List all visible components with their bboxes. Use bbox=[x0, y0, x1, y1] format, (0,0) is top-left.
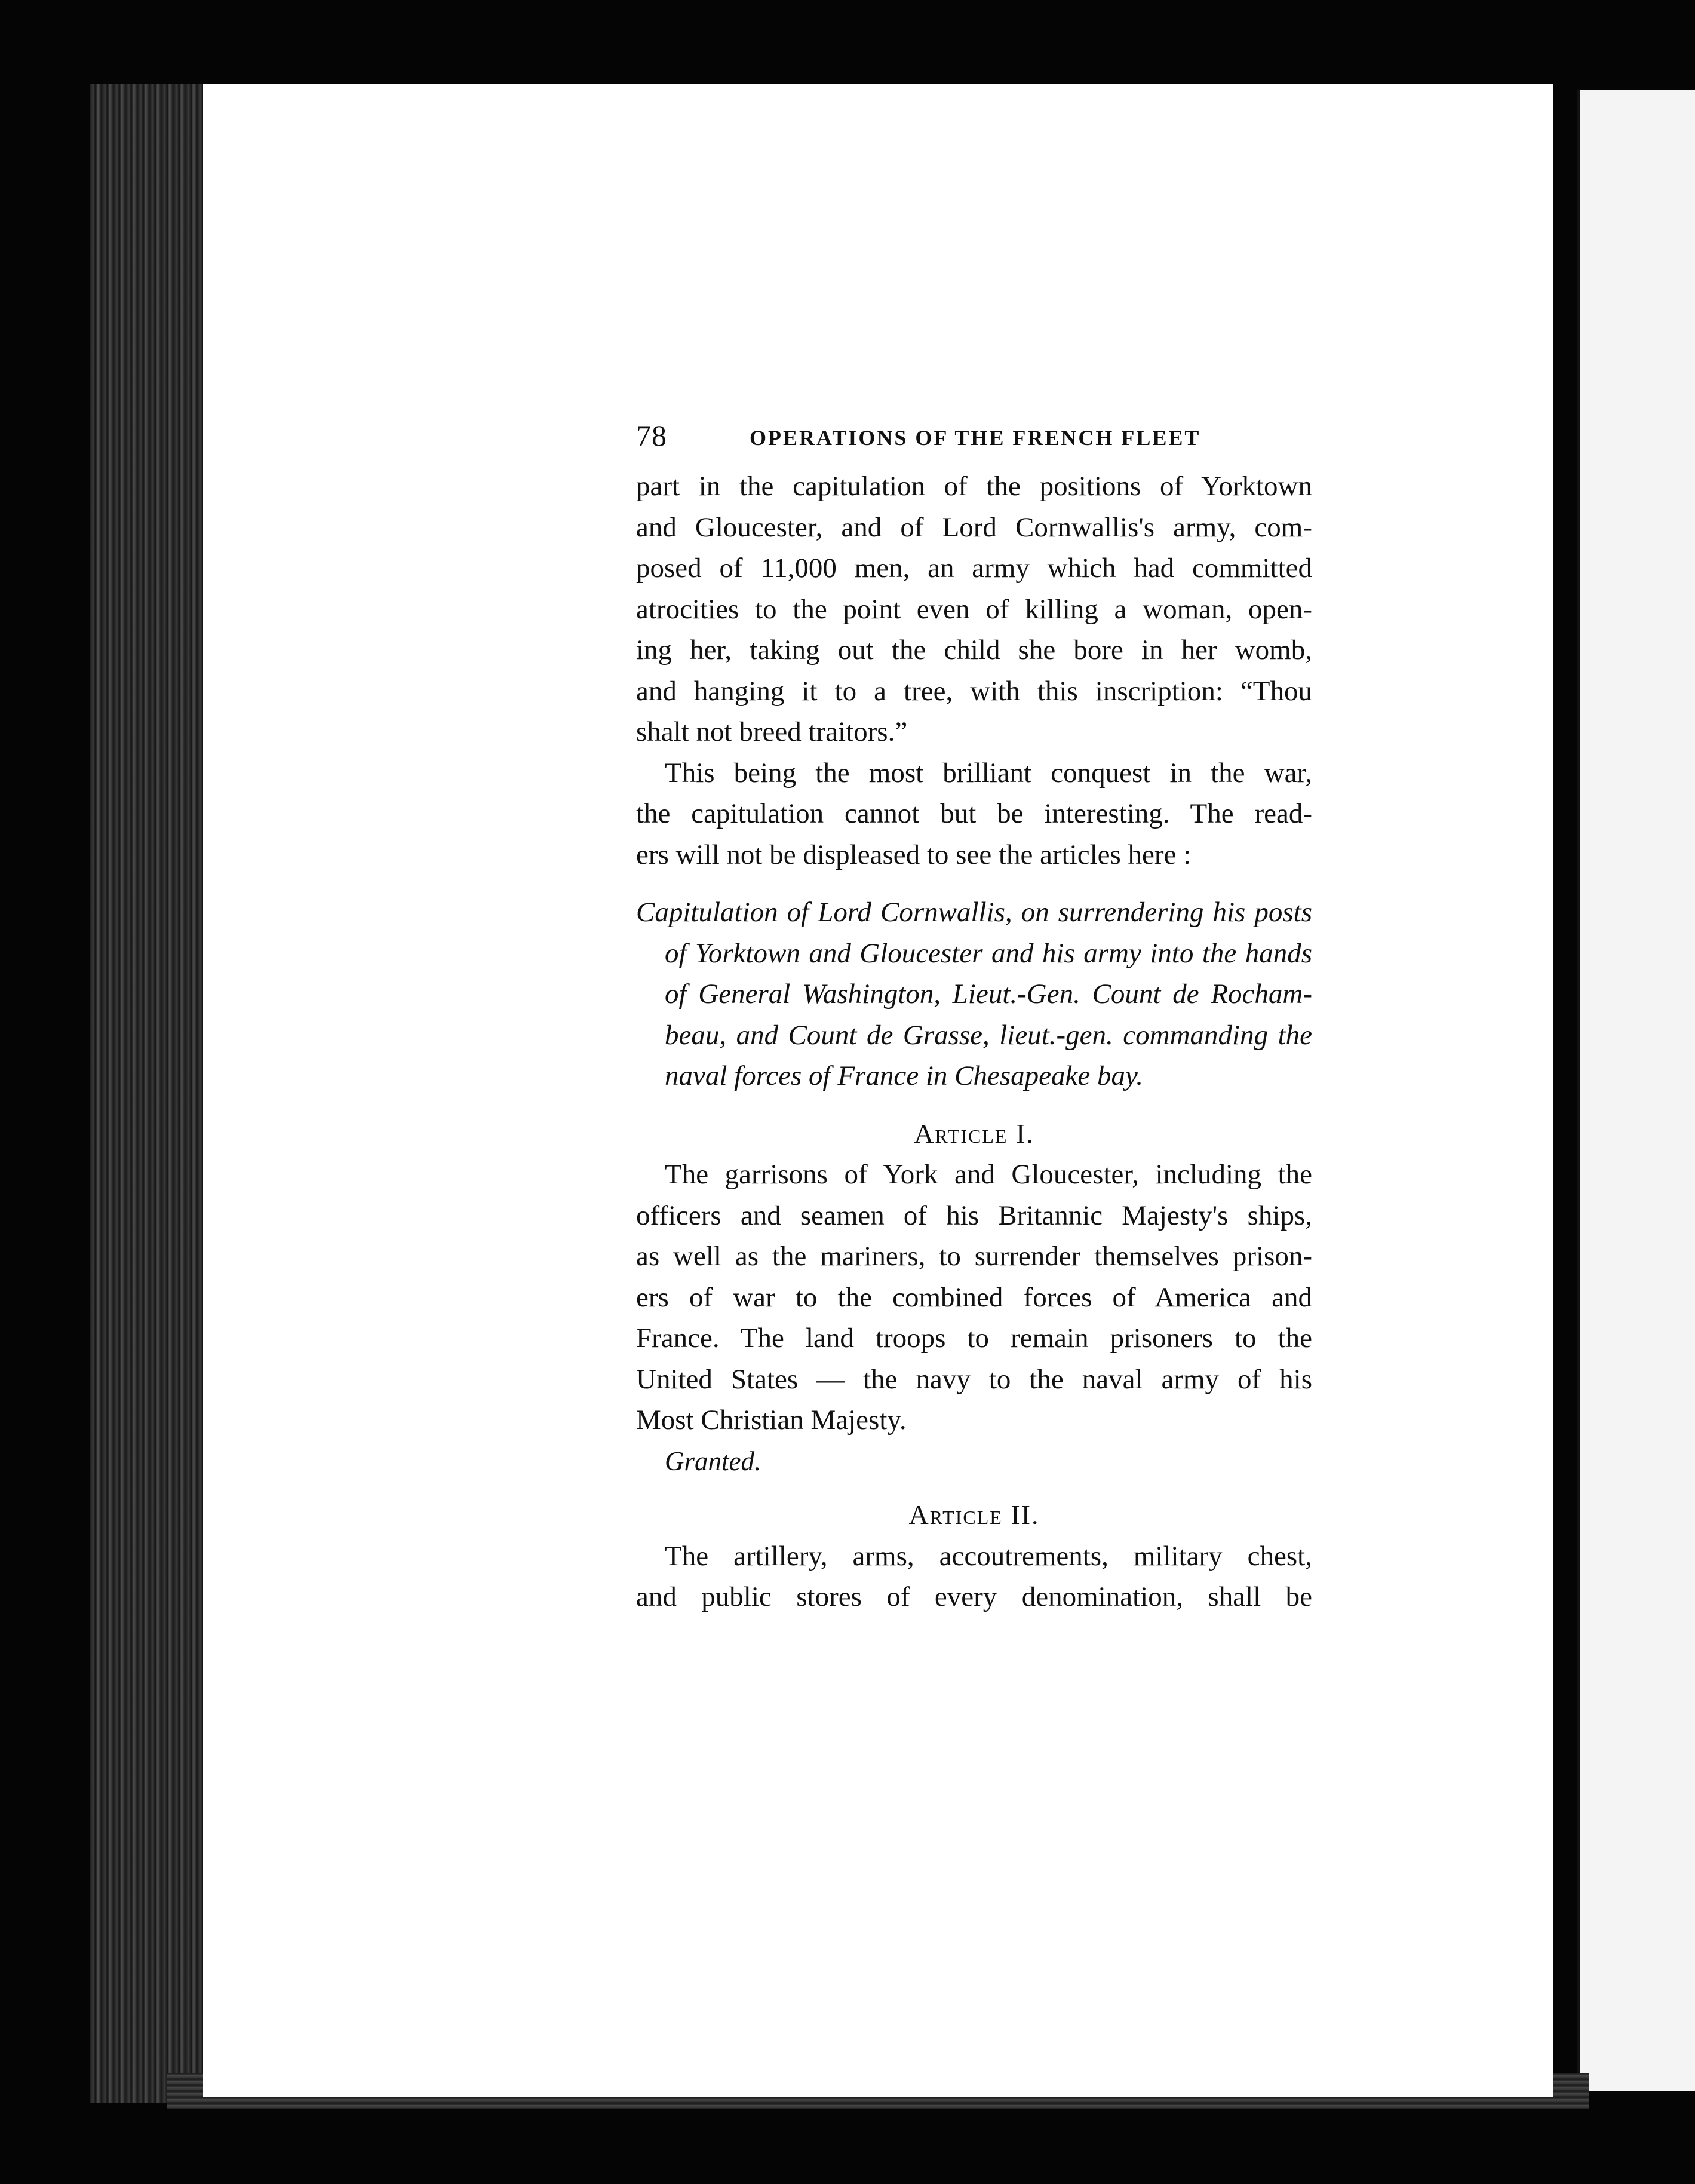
text-line: The artillery, arms, accoutrements, military chest, bbox=[665, 1540, 1312, 1572]
text-line: part in the capitulation of the positions of Yorktown bbox=[636, 471, 1312, 502]
book-page-edges-left bbox=[90, 84, 209, 2103]
title-line: beau, and Count de Grasse, lieut.-gen. commanding the bbox=[665, 1019, 1312, 1051]
text-line: ers of war to the combined forces of America and bbox=[636, 1281, 1312, 1313]
text-line: and Gloucester, and of Lord Cornwallis's army, com- bbox=[636, 511, 1312, 543]
article-heading: Article I. bbox=[914, 1118, 1034, 1149]
title-line: of Yorktown and Gloucester and his army into the hands bbox=[665, 937, 1312, 969]
paragraph-1 bbox=[636, 466, 1312, 753]
spacer bbox=[636, 875, 1312, 892]
text-line: and public stores of every denomination, shall be bbox=[636, 1581, 1312, 1612]
text-line: The garrisons of York and Gloucester, including the bbox=[665, 1159, 1312, 1190]
spacer bbox=[636, 1097, 1312, 1114]
article-1 bbox=[636, 1114, 1312, 1482]
text-line: shalt not breed traitors.” bbox=[636, 716, 908, 747]
article-2 bbox=[636, 1495, 1312, 1618]
text-line: ing her, taking out the child she bore in her womb, bbox=[636, 634, 1312, 665]
paragraph-2 bbox=[636, 753, 1312, 876]
text-line: posed of 11,000 men, an army which had committed bbox=[636, 553, 1312, 584]
text-line: the capitulation cannot but be interesting. The read- bbox=[636, 798, 1312, 829]
text-line: ers will not be displeased to see the articles here : bbox=[636, 839, 1192, 870]
text-line: France. The land troops to remain prisoners to the bbox=[636, 1323, 1312, 1354]
title-line: Capitulation of Lord Cornwallis, on surrendering his posts bbox=[636, 897, 1312, 928]
running-title: OPERATIONS OF THE FRENCH FLEET bbox=[750, 426, 1201, 450]
article-heading: Article II. bbox=[908, 1499, 1040, 1530]
adjacent-page-edge bbox=[1577, 90, 1695, 2091]
page-text-block bbox=[636, 418, 1312, 1618]
running-head bbox=[636, 418, 1312, 466]
title-line: of General Washington, Lieut.-Gen. Count de Rocham- bbox=[665, 978, 1312, 1010]
text-line: United States — the navy to the naval army of his bbox=[636, 1363, 1312, 1395]
text-line: and hanging it to a tree, with this inscription: “Thou bbox=[636, 675, 1312, 707]
spacer bbox=[636, 1481, 1312, 1495]
text-line: atrocities to the point even of killing a woman, open- bbox=[636, 593, 1312, 625]
title-line: naval forces of France in Chesapeake bay. bbox=[665, 1060, 1143, 1091]
article-response: Granted. bbox=[665, 1446, 761, 1476]
page-number: 78 bbox=[636, 419, 667, 452]
text-line: Most Christian Majesty. bbox=[636, 1404, 907, 1435]
text-line: officers and seamen of his Britannic Majesty's ships, bbox=[636, 1200, 1312, 1231]
capitulation-title bbox=[636, 892, 1312, 1097]
text-line: This being the most brilliant conquest in the war, bbox=[665, 757, 1312, 789]
text-line: as well as the mariners, to surrender themselves prison- bbox=[636, 1241, 1312, 1272]
